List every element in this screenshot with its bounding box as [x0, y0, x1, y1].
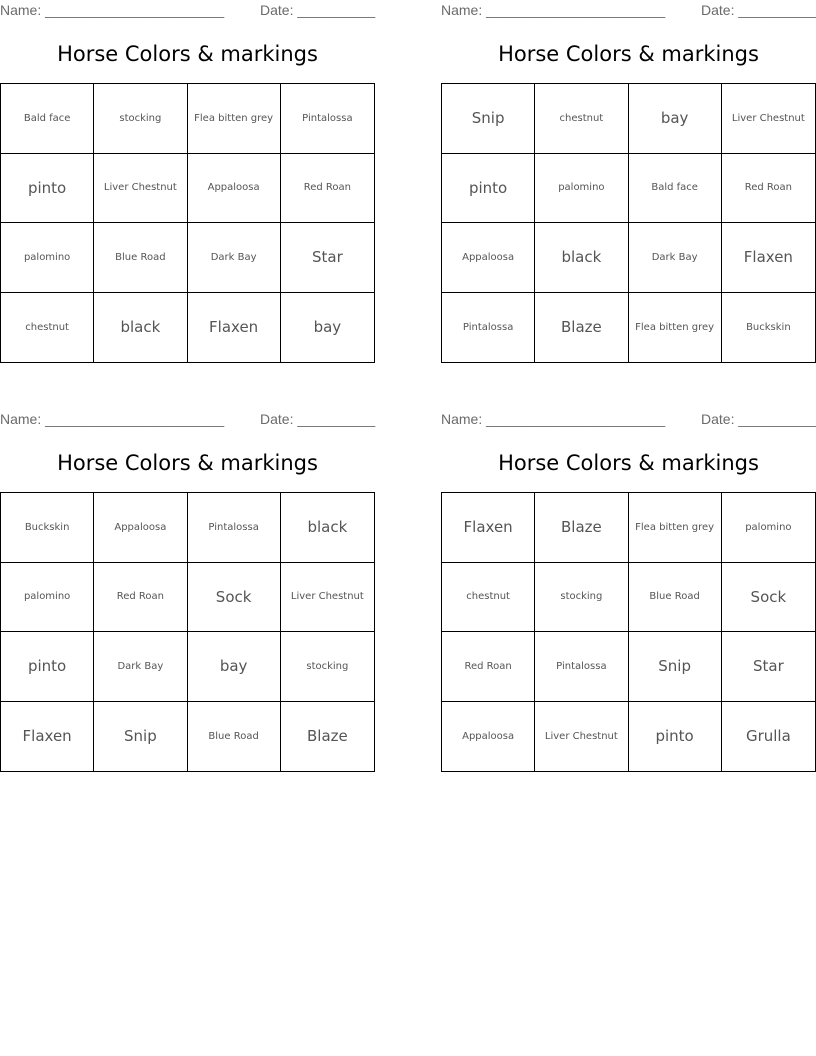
bingo-cell[interactable]: Grulla [745, 727, 791, 746]
date-field[interactable]: Date: __________ [260, 2, 376, 18]
bingo-cell[interactable]: Bald face [629, 154, 722, 224]
bingo-cell[interactable]: Dark Bay [94, 632, 187, 702]
card-title: Horse Colors & markings [498, 42, 759, 66]
bingo-cell[interactable]: palomino [535, 154, 628, 224]
bingo-cell[interactable]: Dark Bay [188, 223, 281, 293]
bingo-cell[interactable]: Blue Road [94, 223, 187, 293]
bingo-cell[interactable]: Flea bitten grey [629, 293, 722, 363]
date-field[interactable]: Date: __________ [260, 411, 376, 427]
bingo-cell[interactable]: pinto [1, 632, 94, 702]
bingo-cell[interactable]: Snip [442, 84, 535, 154]
bingo-grid [441, 492, 816, 772]
bingo-cell[interactable]: Snip [629, 632, 722, 702]
bingo-cell[interactable]: Pintalossa [535, 632, 628, 702]
bingo-cell[interactable]: Bald face [1, 84, 94, 154]
bingo-cell[interactable]: Flaxen [188, 293, 281, 363]
bingo-cell[interactable]: Liver Chestnut [94, 154, 187, 224]
card-title: Horse Colors & markings [498, 451, 759, 475]
bingo-cell[interactable]: Dark Bay [629, 223, 722, 293]
date-field[interactable]: Date: __________ [701, 411, 816, 427]
bingo-cell[interactable]: Blue Road [188, 702, 281, 772]
bingo-cell[interactable]: stocking [535, 563, 628, 633]
bingo-cell[interactable]: Blue Road [629, 563, 722, 633]
bingo-cell[interactable]: Blaze [535, 293, 628, 363]
bingo-cell[interactable]: Red Roan [722, 154, 815, 224]
bingo-cell[interactable]: palomino [1, 563, 94, 633]
bingo-cell[interactable]: Blaze [306, 727, 348, 746]
name-field[interactable]: Name: _______________________ [441, 2, 666, 18]
name-date-row [0, 0, 375, 20]
bingo-cell[interactable]: black [535, 223, 628, 293]
bingo-cell[interactable]: bay [313, 318, 342, 337]
name-date-row [441, 409, 816, 429]
bingo-cell[interactable]: Appaloosa [94, 493, 187, 563]
bingo-cell[interactable]: Flea bitten grey [629, 493, 722, 563]
bingo-cell[interactable]: bay [629, 84, 722, 154]
name-field[interactable]: Name: _______________________ [441, 411, 666, 427]
name-field[interactable]: Name: _______________________ [0, 411, 225, 427]
bingo-cell[interactable]: Liver Chestnut [722, 84, 815, 154]
bingo-cell[interactable]: Pintalossa [188, 493, 281, 563]
card-title: Horse Colors & markings [57, 451, 318, 475]
bingo-cell[interactable]: Red Roan [281, 154, 374, 224]
bingo-grid [0, 83, 375, 363]
bingo-cell[interactable]: palomino [1, 223, 94, 293]
bingo-cell[interactable]: Pintalossa [281, 84, 374, 154]
bingo-cell[interactable]: stocking [281, 632, 374, 702]
bingo-cell[interactable]: pinto [629, 702, 722, 772]
card-title: Horse Colors & markings [57, 42, 318, 66]
bingo-cell[interactable]: Snip [94, 702, 187, 772]
name-field[interactable]: Name: _______________________ [0, 2, 225, 18]
bingo-cell[interactable]: Buckskin [746, 321, 791, 333]
bingo-cell[interactable]: Sock [188, 563, 281, 633]
bingo-cell[interactable]: Buckskin [1, 493, 94, 563]
bingo-cell[interactable]: Red Roan [442, 632, 535, 702]
bingo-cell[interactable]: Star [281, 223, 374, 293]
bingo-cell[interactable]: Appaloosa [188, 154, 281, 224]
bingo-cell[interactable]: Flaxen [722, 223, 815, 293]
bingo-cell[interactable]: black [281, 493, 374, 563]
bingo-cell[interactable]: palomino [722, 493, 815, 563]
bingo-cell[interactable]: Red Roan [94, 563, 187, 633]
date-field[interactable]: Date: __________ [701, 2, 816, 18]
bingo-cell[interactable]: Liver Chestnut [535, 702, 628, 772]
bingo-cell[interactable]: black [94, 293, 187, 363]
bingo-cell[interactable]: Sock [722, 563, 815, 633]
bingo-cell[interactable]: Blaze [535, 493, 628, 563]
bingo-cell[interactable]: Star [722, 632, 815, 702]
name-date-row [441, 0, 816, 20]
bingo-cell[interactable]: bay [188, 632, 281, 702]
bingo-grid [441, 83, 816, 363]
bingo-cell[interactable]: stocking [94, 84, 187, 154]
bingo-cell[interactable]: chestnut [1, 293, 94, 363]
bingo-cell[interactable]: pinto [1, 154, 94, 224]
bingo-cell[interactable]: Flea bitten grey [188, 84, 281, 154]
bingo-grid [0, 492, 375, 772]
bingo-cell[interactable]: Flaxen [1, 702, 94, 772]
bingo-cell[interactable]: chestnut [535, 84, 628, 154]
bingo-cell[interactable]: Appaloosa [442, 702, 535, 772]
bingo-cell[interactable]: chestnut [442, 563, 535, 633]
bingo-cell[interactable]: pinto [442, 154, 535, 224]
name-date-row [0, 409, 375, 429]
bingo-cell[interactable]: Pintalossa [442, 293, 535, 363]
bingo-cell[interactable]: Appaloosa [442, 223, 535, 293]
bingo-cell[interactable]: Liver Chestnut [281, 563, 374, 633]
bingo-cell[interactable]: Flaxen [442, 493, 535, 563]
